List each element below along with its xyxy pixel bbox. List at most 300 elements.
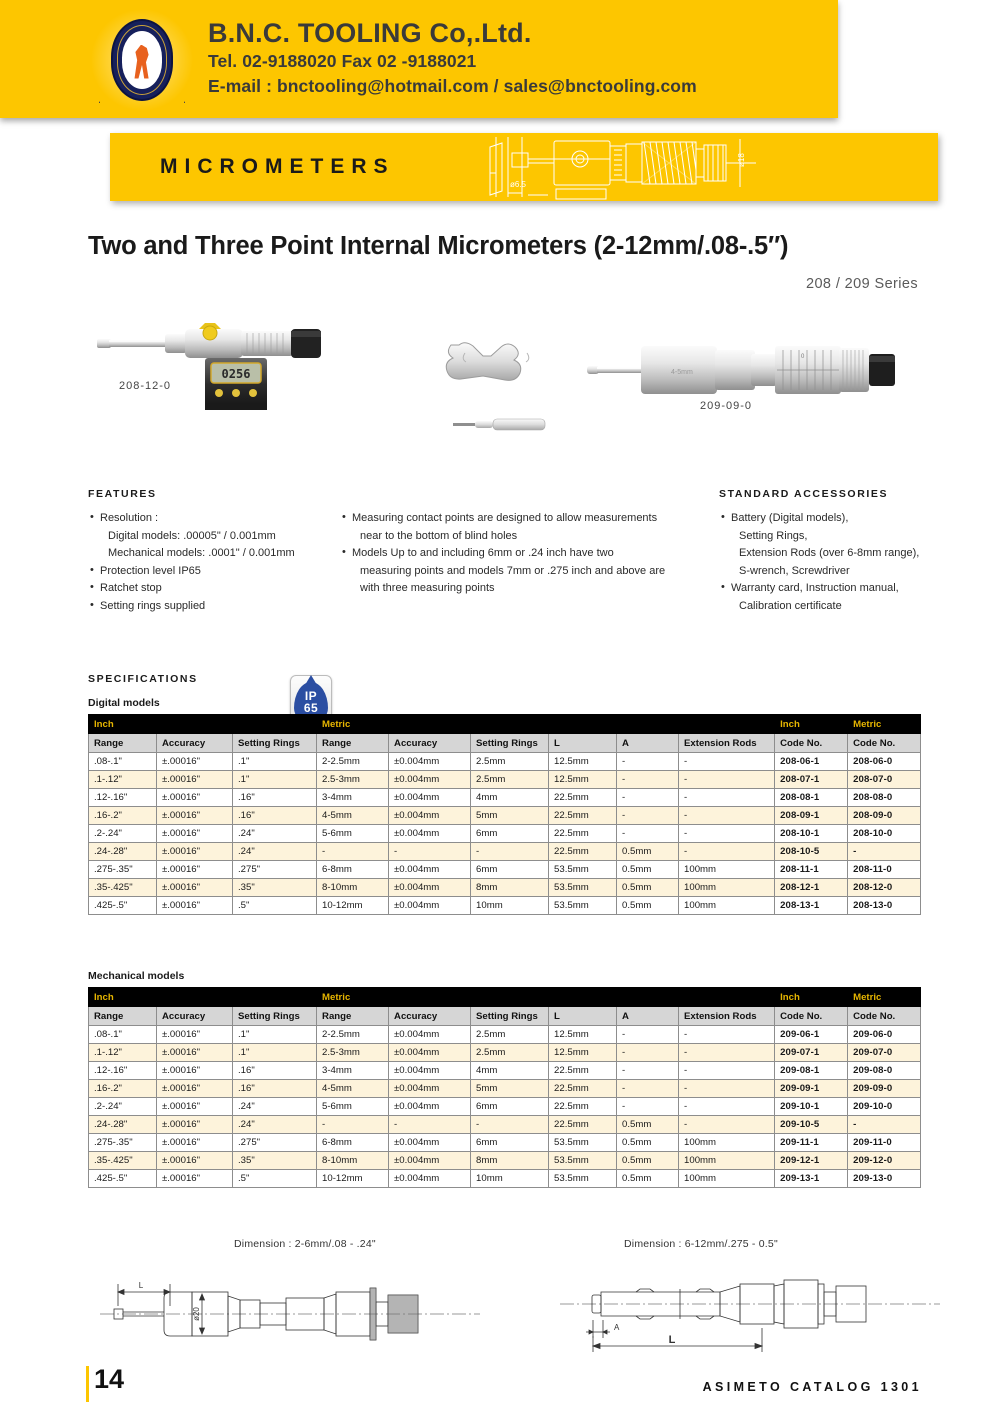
table-cell: ±.00016" bbox=[157, 1098, 233, 1116]
code-cell: 208-12-0 bbox=[848, 879, 921, 897]
table-cell: - bbox=[679, 789, 775, 807]
table-cell: 100mm bbox=[679, 1152, 775, 1170]
table-cell: ±.00016" bbox=[157, 1170, 233, 1188]
table-cell: - bbox=[617, 1098, 679, 1116]
group-header-cell: Inch bbox=[775, 715, 848, 734]
table-cell: ±0.004mm bbox=[389, 825, 471, 843]
column-header-cell: A bbox=[617, 1007, 679, 1026]
table-cell: 53.5mm bbox=[549, 1152, 617, 1170]
code-cell: 208-08-1 bbox=[775, 789, 848, 807]
code-cell: 209-13-0 bbox=[848, 1170, 921, 1188]
table-cell: .1" bbox=[233, 771, 317, 789]
table-cell: 12.5mm bbox=[549, 1044, 617, 1062]
table-cell: - bbox=[617, 1026, 679, 1044]
company-contact-block bbox=[208, 18, 697, 100]
lcd-reading: 0256 bbox=[221, 367, 251, 381]
table-cell: 100mm bbox=[679, 1170, 775, 1188]
dim-label-L-left: L bbox=[138, 1281, 144, 1290]
table-cell: 0.5mm bbox=[617, 1134, 679, 1152]
page-number: 14 bbox=[94, 1364, 125, 1394]
features-list-column-1 bbox=[90, 510, 340, 615]
ip65-top: IP bbox=[304, 689, 318, 703]
table-cell: ±0.004mm bbox=[389, 1098, 471, 1116]
dimension-drawing-left bbox=[100, 1262, 480, 1357]
table-row bbox=[89, 753, 921, 771]
table-cell: .24" bbox=[233, 1098, 317, 1116]
feature-item: • Setting rings supplied bbox=[90, 598, 340, 616]
code-cell: 208-13-1 bbox=[775, 897, 848, 915]
column-header-cell: Setting Rings bbox=[471, 1007, 549, 1026]
code-cell: 209-12-0 bbox=[848, 1152, 921, 1170]
table-cell: 6-8mm bbox=[317, 861, 389, 879]
table-cell: .16" bbox=[233, 789, 317, 807]
table-cell: 53.5mm bbox=[549, 1134, 617, 1152]
table-cell: - bbox=[617, 771, 679, 789]
code-cell: 208-07-0 bbox=[848, 771, 921, 789]
table-cell: 22.5mm bbox=[549, 1080, 617, 1098]
accessory-item: Calibration certificate bbox=[739, 599, 842, 612]
column-header-cell: Code No. bbox=[848, 1007, 921, 1026]
table-row bbox=[89, 1062, 921, 1080]
table-cell: .35-.425" bbox=[89, 879, 157, 897]
accessory-item: S-wrench, Screwdriver bbox=[739, 564, 850, 577]
table-cell: 0.5mm bbox=[617, 861, 679, 879]
table-cell: - bbox=[617, 825, 679, 843]
table-body bbox=[89, 753, 921, 915]
digital-micrometer-photo bbox=[95, 315, 355, 435]
table-cell: 10mm bbox=[471, 897, 549, 915]
code-cell: 209-09-1 bbox=[775, 1080, 848, 1098]
digital-model-code: 208-12-0 bbox=[119, 380, 172, 392]
table-cell: - bbox=[679, 1026, 775, 1044]
table-group-header-row bbox=[89, 988, 921, 1007]
table-cell: 10mm bbox=[471, 1170, 549, 1188]
column-header-cell: L bbox=[549, 1007, 617, 1026]
table-cell: 53.5mm bbox=[549, 861, 617, 879]
table-cell: - bbox=[471, 1116, 549, 1134]
table-cell: ±.00016" bbox=[157, 1116, 233, 1134]
table-cell: 6mm bbox=[471, 1098, 549, 1116]
table-cell: .12-.16" bbox=[89, 789, 157, 807]
svg-text:4-5mm: 4-5mm bbox=[671, 369, 693, 376]
table-cell: ±0.004mm bbox=[389, 897, 471, 915]
table-cell: ±.00016" bbox=[157, 1080, 233, 1098]
table-cell: .24" bbox=[233, 1116, 317, 1134]
table-row bbox=[89, 1116, 921, 1134]
table-cell: 2.5-3mm bbox=[317, 771, 389, 789]
table-cell: .2-.24" bbox=[89, 1098, 157, 1116]
table-cell: .24-.28" bbox=[89, 1116, 157, 1134]
company-email-line: E-mail : bnctooling@hotmail.com / sales@bnctooling.com bbox=[208, 76, 697, 97]
table-body bbox=[89, 1026, 921, 1188]
table-cell: 12.5mm bbox=[549, 1026, 617, 1044]
table-cell: 0.5mm bbox=[617, 879, 679, 897]
column-header-cell: Setting Rings bbox=[233, 1007, 317, 1026]
table-cell: - bbox=[617, 753, 679, 771]
table-cell: 8mm bbox=[471, 1152, 549, 1170]
group-header-cell: Inch bbox=[775, 988, 848, 1007]
table-cell: ±.00016" bbox=[157, 753, 233, 771]
table-cell: 2.5-3mm bbox=[317, 1044, 389, 1062]
table-cell: 22.5mm bbox=[549, 1062, 617, 1080]
code-cell: 208-12-1 bbox=[775, 879, 848, 897]
table-cell: ±0.004mm bbox=[389, 1170, 471, 1188]
table-cell: 22.5mm bbox=[549, 807, 617, 825]
dimension-drawing-right bbox=[560, 1262, 940, 1357]
table-row bbox=[89, 1098, 921, 1116]
group-header-cell: Metric bbox=[317, 988, 775, 1007]
ip65-badge-text bbox=[291, 690, 331, 714]
table-cell: 2-2.5mm bbox=[317, 1026, 389, 1044]
table-cell: .16-.2" bbox=[89, 807, 157, 825]
specifications-heading: SPECIFICATIONS bbox=[88, 673, 198, 685]
code-cell: 208-11-1 bbox=[775, 861, 848, 879]
code-cell: 208-11-0 bbox=[848, 861, 921, 879]
accessory-item: • Warranty card, Instruction manual, bbox=[721, 580, 961, 598]
table-cell: 4-5mm bbox=[317, 807, 389, 825]
table-cell: 3-4mm bbox=[317, 1062, 389, 1080]
table-cell: .1" bbox=[233, 1026, 317, 1044]
table-cell: .275-.35" bbox=[89, 1134, 157, 1152]
group-header-cell: Metric bbox=[848, 988, 921, 1007]
dimension-caption-right: Dimension : 6-12mm/.275 - 0.5" bbox=[624, 1238, 778, 1250]
feature-item: • Ratchet stop bbox=[90, 580, 340, 598]
table-row bbox=[89, 861, 921, 879]
table-cell: 53.5mm bbox=[549, 1170, 617, 1188]
table-row bbox=[89, 843, 921, 861]
table-cell: ±0.004mm bbox=[389, 1152, 471, 1170]
table-cell: 2.5mm bbox=[471, 1044, 549, 1062]
table-cell: 22.5mm bbox=[549, 789, 617, 807]
feature-item: with three measuring points bbox=[360, 582, 495, 594]
table-cell: ±0.004mm bbox=[389, 753, 471, 771]
table-cell: 22.5mm bbox=[549, 843, 617, 861]
column-header-cell: Range bbox=[317, 1007, 389, 1026]
company-logo bbox=[88, 8, 196, 112]
table-cell: 6mm bbox=[471, 861, 549, 879]
table-cell: 6-8mm bbox=[317, 1134, 389, 1152]
table-cell: - bbox=[617, 1062, 679, 1080]
mechanical-models-caption: Mechanical models bbox=[88, 970, 185, 982]
accessories-list bbox=[721, 510, 961, 615]
table-cell: - bbox=[471, 843, 549, 861]
feature-item: • Protection level IP65 bbox=[90, 563, 340, 581]
column-header-cell: Accuracy bbox=[157, 1007, 233, 1026]
column-header-cell: Range bbox=[89, 1007, 157, 1026]
table-cell: 3-4mm bbox=[317, 789, 389, 807]
screwdriver-icon bbox=[453, 419, 545, 430]
column-header-cell: Range bbox=[317, 734, 389, 753]
table-cell: - bbox=[679, 771, 775, 789]
category-title: MICROMETERS bbox=[160, 155, 395, 178]
table-cell: .425-.5" bbox=[89, 1170, 157, 1188]
column-header-cell: A bbox=[617, 734, 679, 753]
features-heading: FEATURES bbox=[88, 488, 157, 500]
table-cell: - bbox=[679, 807, 775, 825]
mechanical-model-code: 209-09-0 bbox=[700, 400, 753, 412]
table-cell: 0.5mm bbox=[617, 1152, 679, 1170]
table-cell: 6mm bbox=[471, 1134, 549, 1152]
table-cell: - bbox=[679, 825, 775, 843]
table-cell: 53.5mm bbox=[549, 879, 617, 897]
table-cell: ±0.004mm bbox=[389, 1026, 471, 1044]
table-cell: 5-6mm bbox=[317, 825, 389, 843]
code-cell: 209-06-0 bbox=[848, 1026, 921, 1044]
table-cell: - bbox=[389, 843, 471, 861]
code-cell: 209-07-1 bbox=[775, 1044, 848, 1062]
catalog-footer-text: ASIMETO CATALOG 1301 bbox=[702, 1380, 922, 1394]
column-header-cell: Extension Rods bbox=[679, 1007, 775, 1026]
code-cell: 209-08-1 bbox=[775, 1062, 848, 1080]
code-cell: 209-06-1 bbox=[775, 1026, 848, 1044]
micrometer-blueprint-art bbox=[488, 133, 928, 201]
column-header-cell: Code No. bbox=[848, 734, 921, 753]
column-header-cell: Accuracy bbox=[389, 734, 471, 753]
table-cell: 5mm bbox=[471, 1080, 549, 1098]
table-cell: .275-.35" bbox=[89, 861, 157, 879]
table-cell: - bbox=[679, 1062, 775, 1080]
column-header-cell: Code No. bbox=[775, 734, 848, 753]
dim-label-L-right: L bbox=[668, 1334, 676, 1346]
feature-item: • Resolution : bbox=[90, 510, 340, 528]
column-header-cell: Code No. bbox=[775, 1007, 848, 1026]
table-cell: ±0.004mm bbox=[389, 1080, 471, 1098]
table-row bbox=[89, 789, 921, 807]
code-cell: 208-13-0 bbox=[848, 897, 921, 915]
dimension-caption-left: Dimension : 2-6mm/.08 - .24" bbox=[234, 1238, 376, 1250]
code-cell: 209-09-0 bbox=[848, 1080, 921, 1098]
table-cell: ±0.004mm bbox=[389, 1062, 471, 1080]
column-header-cell: Range bbox=[89, 734, 157, 753]
table-cell: 10-12mm bbox=[317, 1170, 389, 1188]
table-cell: .1-.12" bbox=[89, 1044, 157, 1062]
table-cell: 100mm bbox=[679, 1134, 775, 1152]
table-cell: 8-10mm bbox=[317, 1152, 389, 1170]
table-head bbox=[89, 715, 921, 753]
table-row bbox=[89, 1080, 921, 1098]
group-header-cell: Metric bbox=[848, 715, 921, 734]
company-header-band bbox=[0, 0, 838, 118]
table-row bbox=[89, 1134, 921, 1152]
feature-item: near to the bottom of blind holes bbox=[360, 529, 518, 542]
table-cell: 2.5mm bbox=[471, 753, 549, 771]
table-cell: 10-12mm bbox=[317, 897, 389, 915]
table-row bbox=[89, 825, 921, 843]
table-cell: .1" bbox=[233, 753, 317, 771]
table-row bbox=[89, 879, 921, 897]
table-cell: 2.5mm bbox=[471, 771, 549, 789]
banner-dim-label-2: ø18 bbox=[737, 153, 746, 167]
page-number-accent-bar bbox=[86, 1366, 89, 1402]
table-cell: .16" bbox=[233, 1062, 317, 1080]
table-cell: 4-5mm bbox=[317, 1080, 389, 1098]
table-cell: .08-.1" bbox=[89, 1026, 157, 1044]
code-cell: 208-10-0 bbox=[848, 825, 921, 843]
column-header-cell: Setting Rings bbox=[471, 734, 549, 753]
table-cell: .35" bbox=[233, 1152, 317, 1170]
table-column-header-row bbox=[89, 734, 921, 753]
table-cell: - bbox=[679, 1080, 775, 1098]
s-wrench-icon bbox=[446, 343, 529, 381]
table-cell: 100mm bbox=[679, 897, 775, 915]
table-cell: - bbox=[317, 843, 389, 861]
table-cell: 0.5mm bbox=[617, 1170, 679, 1188]
table-cell: 8mm bbox=[471, 879, 549, 897]
table-cell: 100mm bbox=[679, 879, 775, 897]
table-cell: ±.00016" bbox=[157, 1044, 233, 1062]
column-header-cell: Accuracy bbox=[389, 1007, 471, 1026]
accessories-photo bbox=[435, 335, 565, 445]
table-cell: .35-.425" bbox=[89, 1152, 157, 1170]
table-cell: ±0.004mm bbox=[389, 1134, 471, 1152]
code-cell: 208-08-0 bbox=[848, 789, 921, 807]
code-cell: 209-11-0 bbox=[848, 1134, 921, 1152]
company-phone-line: Tel. 02-9188020 Fax 02 -9188021 bbox=[208, 51, 477, 72]
code-cell: 208-06-0 bbox=[848, 753, 921, 771]
column-header-cell: L bbox=[549, 734, 617, 753]
table-row bbox=[89, 1152, 921, 1170]
table-cell: 22.5mm bbox=[549, 825, 617, 843]
table-cell: ±0.004mm bbox=[389, 789, 471, 807]
table-cell: - bbox=[679, 1098, 775, 1116]
table-cell: ±.00016" bbox=[157, 789, 233, 807]
table-cell: ±.00016" bbox=[157, 1152, 233, 1170]
table-cell: - bbox=[617, 1044, 679, 1062]
table-cell: ±.00016" bbox=[157, 879, 233, 897]
table-cell: ±.00016" bbox=[157, 825, 233, 843]
table-cell: .275" bbox=[233, 1134, 317, 1152]
table-cell: ±.00016" bbox=[157, 771, 233, 789]
table-cell: .16-.2" bbox=[89, 1080, 157, 1098]
table-row bbox=[89, 1044, 921, 1062]
table-cell: 22.5mm bbox=[549, 1098, 617, 1116]
table-cell: 5mm bbox=[471, 807, 549, 825]
table-cell: - bbox=[679, 753, 775, 771]
accessory-item: • Battery (Digital models), bbox=[721, 510, 961, 528]
table-cell: .24-.28" bbox=[89, 843, 157, 861]
table-cell: 0.5mm bbox=[617, 897, 679, 915]
feature-item: measuring points and models 7mm or .275 inch and above are bbox=[360, 564, 666, 577]
table-cell: - bbox=[317, 1116, 389, 1134]
table-cell: ±0.004mm bbox=[389, 879, 471, 897]
table-cell: ±.00016" bbox=[157, 861, 233, 879]
table-cell: .08-.1" bbox=[89, 753, 157, 771]
column-header-cell: Setting Rings bbox=[233, 734, 317, 753]
table-row bbox=[89, 771, 921, 789]
table-cell: .35" bbox=[233, 879, 317, 897]
banner-dim-label-1: ø6.5 bbox=[510, 180, 527, 189]
table-cell: .1-.12" bbox=[89, 771, 157, 789]
series-label: 208 / 209 Series bbox=[806, 276, 918, 292]
table-cell: ±.00016" bbox=[157, 1134, 233, 1152]
table-cell: 53.5mm bbox=[549, 897, 617, 915]
accessory-item: Setting Rings, bbox=[739, 529, 808, 542]
table-cell: .5" bbox=[233, 897, 317, 915]
table-cell: .425-.5" bbox=[89, 897, 157, 915]
feature-item: Mechanical models: .0001" / 0.001mm bbox=[108, 547, 295, 559]
table-group-header-row bbox=[89, 715, 921, 734]
table-cell: .16" bbox=[233, 1080, 317, 1098]
table-cell: ±0.004mm bbox=[389, 861, 471, 879]
table-cell: 4mm bbox=[471, 789, 549, 807]
table-cell: - bbox=[679, 1116, 775, 1134]
table-cell: - bbox=[679, 843, 775, 861]
table-cell: .24" bbox=[233, 843, 317, 861]
accessories-heading: STANDARD ACCESSORIES bbox=[719, 488, 889, 500]
table-cell: .275" bbox=[233, 861, 317, 879]
group-header-cell: Metric bbox=[317, 715, 775, 734]
table-cell: ±0.004mm bbox=[389, 1044, 471, 1062]
table-cell: 12.5mm bbox=[549, 771, 617, 789]
table-row bbox=[89, 1026, 921, 1044]
table-cell: 8-10mm bbox=[317, 879, 389, 897]
table-cell: - bbox=[679, 1044, 775, 1062]
accessory-item: Extension Rods (over 6-8mm range), bbox=[739, 547, 920, 559]
table-cell: - bbox=[617, 807, 679, 825]
table-cell: .12-.16" bbox=[89, 1062, 157, 1080]
table-cell: .16" bbox=[233, 807, 317, 825]
company-name: B.N.C. TOOLING Co,.Ltd. bbox=[208, 18, 532, 48]
table-cell: - bbox=[617, 1080, 679, 1098]
table-cell: 0.5mm bbox=[617, 1116, 679, 1134]
column-header-cell: Extension Rods bbox=[679, 734, 775, 753]
table-cell: - bbox=[617, 789, 679, 807]
features-list-column-2 bbox=[342, 510, 677, 598]
svg-text:0: 0 bbox=[801, 354, 805, 360]
table-row bbox=[89, 807, 921, 825]
table-cell: 100mm bbox=[679, 861, 775, 879]
table-cell: 5-6mm bbox=[317, 1098, 389, 1116]
code-cell: 208-07-1 bbox=[775, 771, 848, 789]
group-header-cell: Inch bbox=[89, 988, 317, 1007]
feature-item: • Measuring contact points are designed to allow measurements bbox=[342, 510, 677, 528]
category-banner bbox=[110, 133, 938, 201]
column-header-cell: Accuracy bbox=[157, 734, 233, 753]
code-cell: 208-10-5 bbox=[775, 843, 848, 861]
digital-models-caption: Digital models bbox=[88, 697, 160, 709]
code-cell: 208-09-0 bbox=[848, 807, 921, 825]
table-cell: .24" bbox=[233, 825, 317, 843]
table-cell: 2.5mm bbox=[471, 1026, 549, 1044]
dim-label-diameter: ø20 bbox=[192, 1307, 201, 1321]
table-cell: ±.00016" bbox=[157, 807, 233, 825]
code-cell: 208-06-1 bbox=[775, 753, 848, 771]
code-cell: 209-10-5 bbox=[775, 1116, 848, 1134]
mechanical-models-table bbox=[88, 987, 921, 1188]
table-column-header-row bbox=[89, 1007, 921, 1026]
table-cell: 2-2.5mm bbox=[317, 753, 389, 771]
table-cell: .5" bbox=[233, 1170, 317, 1188]
dim-label-A-right: A bbox=[614, 1323, 620, 1332]
ip65-bottom: 65 bbox=[303, 701, 319, 715]
table-cell: ±.00016" bbox=[157, 1062, 233, 1080]
code-cell: - bbox=[848, 1116, 921, 1134]
group-header-cell: Inch bbox=[89, 715, 317, 734]
digital-models-table bbox=[88, 714, 921, 915]
code-cell: 208-10-1 bbox=[775, 825, 848, 843]
table-cell: ±0.004mm bbox=[389, 771, 471, 789]
feature-item: Digital models: .00005" / 0.001mm bbox=[108, 529, 276, 542]
code-cell: 209-12-1 bbox=[775, 1152, 848, 1170]
logo-shield bbox=[111, 19, 173, 101]
code-cell: 209-11-1 bbox=[775, 1134, 848, 1152]
feature-item: • Models Up to and including 6mm or .24 inch have two bbox=[342, 545, 677, 563]
table-head bbox=[89, 988, 921, 1026]
table-cell: ±.00016" bbox=[157, 843, 233, 861]
table-cell: 12.5mm bbox=[549, 753, 617, 771]
table-cell: .1" bbox=[233, 1044, 317, 1062]
table-cell: ±.00016" bbox=[157, 897, 233, 915]
